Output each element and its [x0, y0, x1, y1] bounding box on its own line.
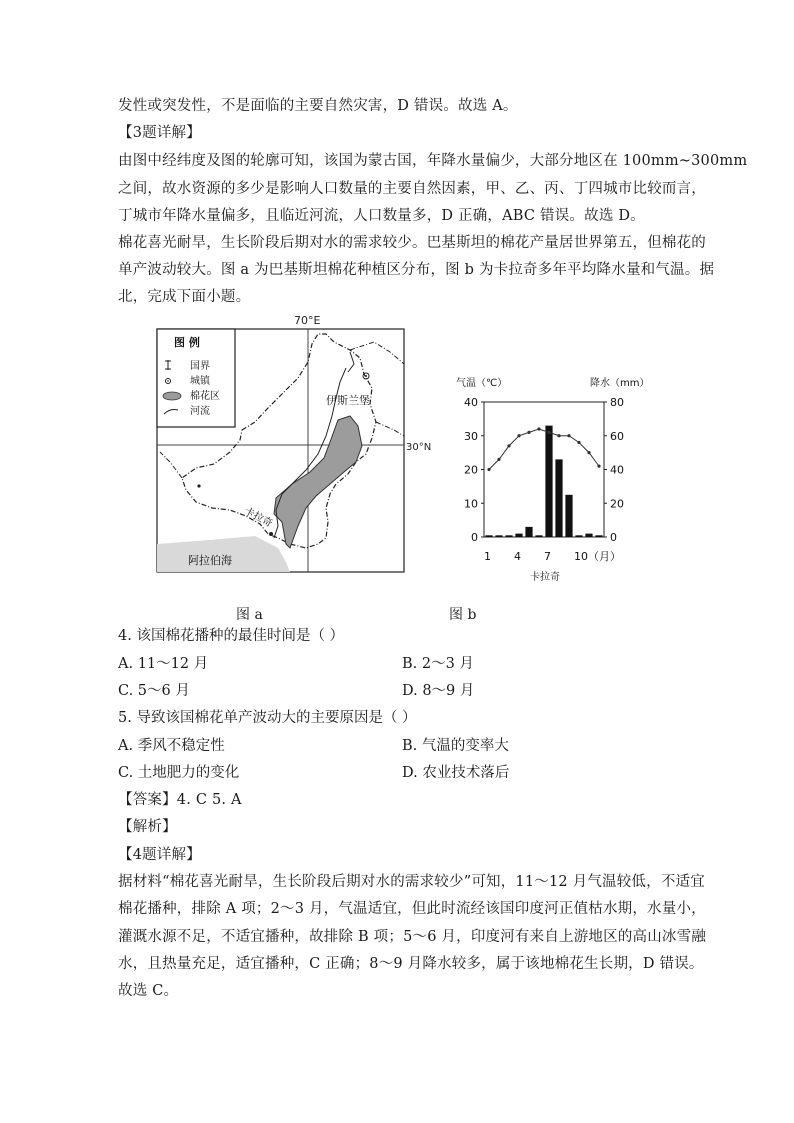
sub-heading-4: 【4题详解】	[118, 847, 201, 863]
precip-tick-label: 60	[610, 429, 624, 443]
temp-point-m1	[487, 468, 490, 471]
temp-tick-label: 40	[464, 396, 478, 409]
city-karachi-label: 卡拉奇	[242, 505, 274, 530]
precip-bar-m10	[575, 535, 582, 537]
month-tick-4: 4	[514, 550, 521, 563]
precip-tick-label: 80	[610, 396, 624, 409]
temp-tick-label: 10	[464, 497, 478, 511]
paragraph-line: 棉花喜光耐旱，生长阶段后期对水的需求较少。巴基斯坦的棉花产量居世界第五，但棉花的	[118, 235, 706, 251]
precip-tick-label: 20	[610, 497, 624, 511]
precip-bar-m8	[555, 459, 562, 537]
longitude-label: 70°E	[294, 314, 321, 327]
question-5-option-b: B. 气温的变率大	[402, 738, 509, 754]
question-4-option-b: B. 2～3 月	[402, 656, 474, 672]
precip-bar-m6	[535, 535, 542, 537]
precip-bar-m7	[545, 426, 552, 537]
paragraph-line: 单产波动较大。图 a 为巴基斯坦棉花种植区分布，图 b 为卡拉奇多年平均降水量和气温。据	[118, 262, 715, 278]
left-axis-title: 气温（℃）	[456, 378, 508, 389]
explanation-line: 故选 C。	[118, 983, 179, 999]
question-5-stem: 5. 导致该国棉花单产波动大的主要原因是（ ）	[118, 710, 417, 726]
temp-point-m12	[597, 465, 600, 468]
paragraph-line: 之间，故水资源的多少是影响人口数量的主要自然因素，甲、乙、丙、丁四城市比较而言，	[118, 181, 706, 197]
temp-point-m11	[587, 451, 590, 454]
paragraph-line: 丁城市年降水量偏多，且临近河流，人口数量多，D 正确，ABC 错误。故选 D。	[118, 208, 645, 224]
right-axis-title: 降水（mm）	[590, 378, 650, 389]
latitude-label: 30°N	[406, 442, 432, 453]
temp-point-m5	[527, 431, 530, 434]
question-5-option-d: D. 农业技术落后	[402, 765, 510, 781]
precip-bar-m2	[495, 535, 502, 537]
temp-point-m4	[517, 434, 520, 437]
question-5-option-c: C. 土地肥力的变化	[118, 765, 240, 781]
question-4-option-d: D. 8～9 月	[402, 683, 475, 699]
figure-a-map	[150, 312, 432, 578]
sea-label: 阿拉伯海	[188, 554, 232, 567]
temp-point-m6	[537, 427, 540, 430]
temp-tick-label: 0	[471, 531, 478, 544]
explanation-line: 水，且热量充足，适宜播种，C 正确；8～9 月降水较多，属于该地棉花生长期，D 错误。	[118, 956, 704, 972]
station-label: 卡拉奇	[530, 572, 560, 583]
precip-tick-label: 0	[610, 531, 617, 544]
temp-point-m10	[577, 441, 580, 444]
legend-title: 图 例	[174, 336, 200, 349]
paragraph-line: 发性或突发性，不是面临的主要自然灾害，D 错误。故选 A。	[118, 98, 518, 114]
precip-bar-m5	[525, 527, 532, 537]
temp-point-m8	[557, 434, 560, 437]
temp-point-m3	[507, 444, 510, 447]
precip-bar-m3	[505, 535, 512, 537]
precip-bar-m11	[585, 534, 592, 537]
question-4-stem: 4. 该国棉花播种的最佳时间是（ ）	[118, 628, 345, 644]
question-4-option-a: A. 11～12 月	[118, 656, 209, 672]
city-islamabad-label: 伊斯兰堡	[326, 394, 370, 407]
caption-b: 图 b	[449, 607, 477, 623]
explanation-line: 灌溉水源不足，不适宜播种，故排除 B 项；5～6 月，印度河有来自上游地区的高山冰雪融	[118, 929, 707, 945]
month-tick-7: 7	[544, 550, 551, 563]
temp-point-m2	[497, 458, 500, 461]
legend-cotton-label: 棉花区	[190, 391, 220, 402]
temp-tick-label: 30	[464, 429, 478, 443]
section-heading: 【3题详解】	[118, 125, 201, 141]
explanation-line: 棉花播种，排除 A 项；2～3 月，气温适宜，但此时流经该国印度河正值枯水期，水量小，	[118, 901, 706, 917]
temp-point-m7	[547, 431, 550, 434]
precip-bar-m1	[485, 535, 492, 537]
caption-a: 图 a	[236, 607, 263, 623]
temperature-line	[489, 429, 599, 470]
figure-b-climate-chart	[450, 370, 650, 586]
legend-border-label: 国界	[190, 361, 210, 372]
precip-bar-m12	[595, 535, 602, 537]
town-marker	[197, 484, 200, 487]
precip-tick-label: 40	[610, 463, 624, 477]
month-tick-1: 1	[484, 550, 491, 563]
month-tick-10: 10（月）	[574, 550, 621, 563]
temp-tick-label: 20	[464, 463, 478, 477]
legend-town-label: 城镇	[190, 376, 210, 387]
question-5-option-a: A. 季风不稳定性	[118, 738, 225, 754]
paragraph-line: 由图中经纬度及图的轮廓可知，该国为蒙古国，年降水量偏少，大部分地区在 100mm~300mm	[118, 153, 748, 169]
precip-bar-m4	[515, 534, 522, 537]
answer-line: 【答案】4. C 5. A	[118, 792, 242, 808]
precip-bar-m9	[565, 495, 572, 537]
analysis-heading: 【解析】	[118, 819, 177, 835]
explanation-line: 据材料“棉花喜光耐旱，生长阶段后期对水的需求较少”可知，11～12 月气温较低，不适宜	[118, 874, 705, 890]
paragraph-line: 北，完成下面小题。	[118, 289, 251, 305]
question-4-option-c: C. 5～6 月	[118, 683, 190, 699]
city-karachi-marker	[269, 532, 273, 536]
temp-point-m9	[567, 434, 570, 437]
legend-river-label: 河流	[190, 406, 210, 417]
